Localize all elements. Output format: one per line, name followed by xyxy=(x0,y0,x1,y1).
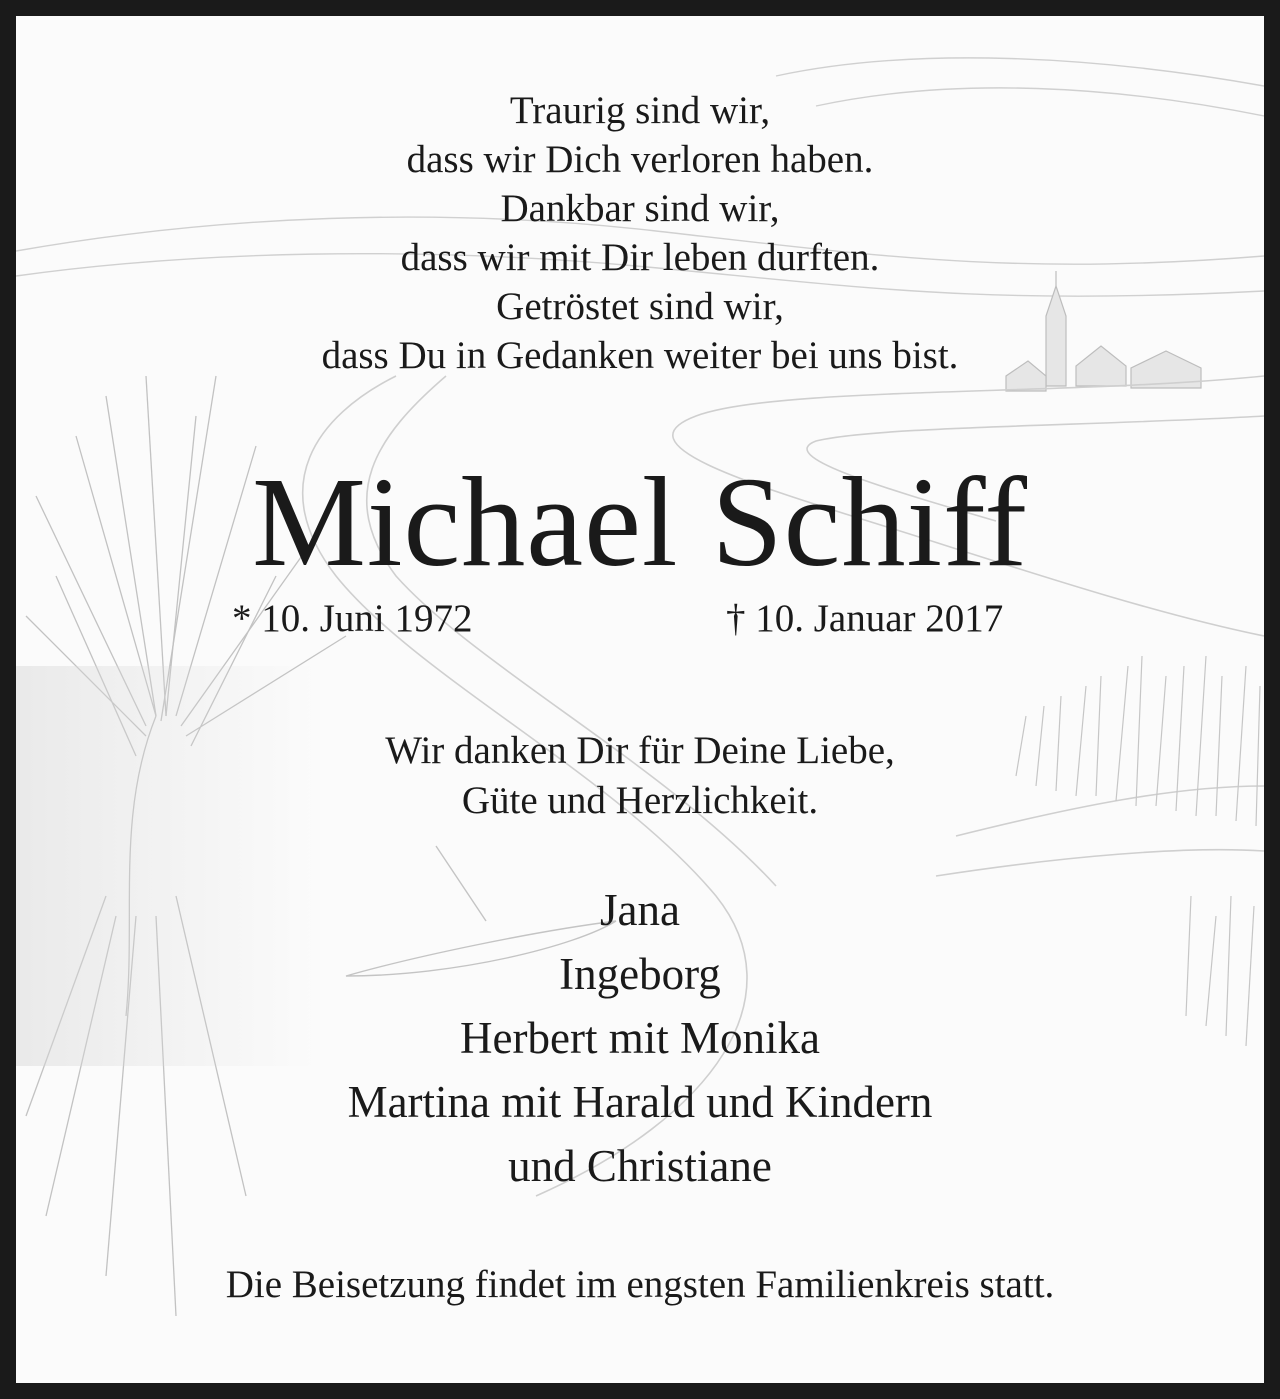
thanks-text xyxy=(16,726,1264,826)
burial-note: Die Beisetzung findet im engsten Familienkreis statt. xyxy=(225,1263,1055,1306)
poem xyxy=(16,86,1264,380)
poem-line: dass wir mit Dir leben durften. xyxy=(400,236,880,279)
thanks-line: Güte und Herzlichkeit. xyxy=(461,779,819,822)
thanks-line: Wir danken Dir für Deine Liebe, xyxy=(385,729,895,772)
mourner-line: Jana xyxy=(600,885,680,935)
birth-date: * 10. Juni 1972 xyxy=(232,597,473,640)
mourner-line: und Christiane xyxy=(508,1141,772,1191)
poem-line: Getröstet sind wir, xyxy=(496,285,784,328)
deceased-name: Michael Schiff xyxy=(252,451,1028,593)
poem-line: dass Du in Gedanken weiter bei uns bist. xyxy=(321,334,959,377)
poem-line: Traurig sind wir, xyxy=(509,89,771,132)
poem-line: Dankbar sind wir, xyxy=(500,187,780,230)
death-date: † 10. Januar 2017 xyxy=(726,597,1004,640)
poem-line: dass wir Dich verloren haben. xyxy=(406,138,874,181)
mourner-line: Herbert mit Monika xyxy=(460,1013,820,1063)
mourner-line: Martina mit Harald und Kindern xyxy=(347,1077,933,1127)
obituary-notice xyxy=(16,16,1264,1383)
notice-content xyxy=(16,16,1264,1383)
mourners-list xyxy=(16,878,1264,1198)
mourner-line: Ingeborg xyxy=(559,949,721,999)
